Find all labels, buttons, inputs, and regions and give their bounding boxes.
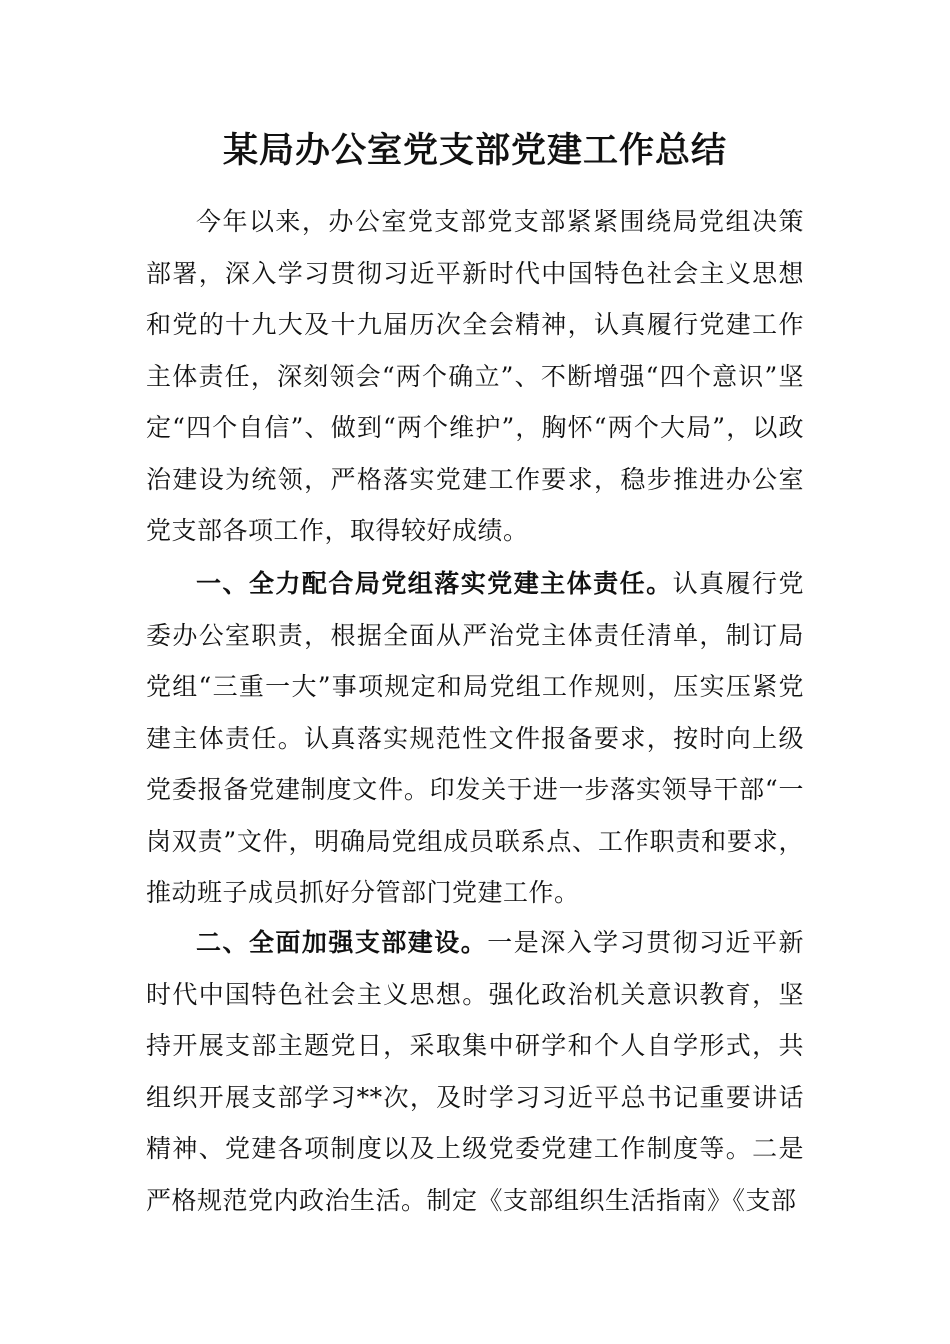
document-title: 某局办公室党支部党建工作总结 [222, 130, 727, 171]
section-one-paragraph [146, 558, 804, 919]
intro-paragraph-text: 今年以来，办公室党支部党支部紧紧围绕局党组决策部署，深入学习贯彻习近平新时代中国特色社会主义思想和党的十九大及十九届历次全会精神，认真履行党建工作主体责任，深刻领会“两个确立”、不断增强“四个意识”坚定“四个自信”、做到“两个维护”，胸怀“两个大局”，以政治建设为统领，严格落实党建工作要求，稳步推进办公室党支部各项工作，取得较好成绩。 [146, 207, 804, 545]
section-two-paragraph [146, 917, 804, 1226]
section-two-heading: 二、全面加强支部建设。 [196, 928, 488, 957]
intro-paragraph [146, 196, 804, 557]
section-two-text: 一是深入学习贯彻习近平新时代中国特色社会主义思想。强化政治机关意识教育，坚持开展支部主题党日，采取集中研学和个人自学形式，共组织开展支部学习**次，及时学习习近平总书记重要讲话精神、党建各项制度以及上级党委党建工作制度等。二是严格规范党内政治生活。制定《支部组织生活指南》《支部 [146, 928, 804, 1215]
section-one-heading: 一、全力配合局党组落实党建主体责任。 [196, 569, 673, 598]
section-one-text: 认真履行党委办公室职责，根据全面从严治党主体责任清单，制订局党组“三重一大”事项规定和局党组工作规则，压实压紧党建主体责任。认真落实规范性文件报备要求，按时向上级党委报备党建制度文件。印发关于进一步落实领导干部“一岗双责”文件，明确局党组成员联系点、工作职责和要求，推动班子成员抓好分管部门党建工作。 [146, 569, 804, 907]
